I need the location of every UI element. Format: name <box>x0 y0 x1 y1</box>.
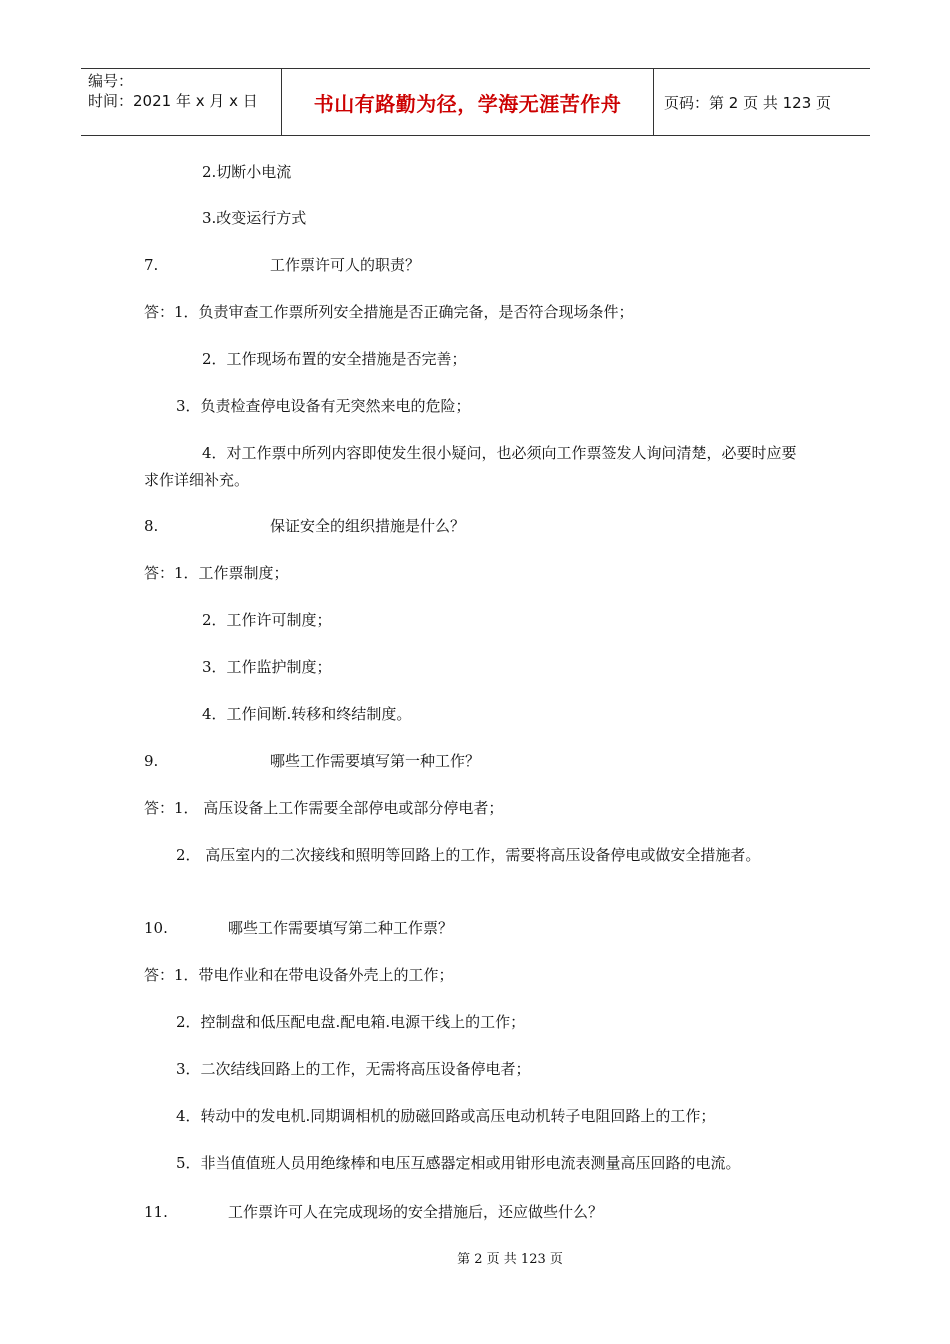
answer-line: 答：1． 高压设备上工作需要全部停电或部分停电者； <box>144 799 504 817</box>
answer-line: 2．工作现场布置的安全措施是否完善； <box>202 350 467 368</box>
question-number: 10. <box>144 919 168 937</box>
answer-paragraph: 2． 高压室内的二次接线和照明等回路上的工作，需要将高压设备停电或做安全措施者。 <box>176 846 761 864</box>
page-header <box>81 68 870 136</box>
body-line: 2.切断小电流 <box>202 163 292 181</box>
answer-paragraph: 4．对工作票中所列内容即使发生很小疑问，也必须向工作票签发人询问清楚，必要时应要求作详细补充。 <box>144 444 797 489</box>
question-number: 11. <box>144 1203 168 1221</box>
document-date-label: 时间：2021 年 x 月 x 日 <box>88 92 258 110</box>
answer-line: 3．负责检查停电设备有无突然来电的危险； <box>176 397 471 415</box>
answer-line: 4．转动中的发电机.同期调相机的励磁回路或高压电动机转子电阻回路上的工作； <box>176 1107 716 1125</box>
answer-line: 答：1．工作票制度； <box>144 564 289 582</box>
question-heading: 哪些工作需要填写第一种工作？ <box>270 752 481 770</box>
answer-line: 答：1．带电作业和在带电设备外壳上的工作； <box>144 966 454 984</box>
answer-line: 答：1．负责审查工作票所列安全措施是否正确完备，是否符合现场条件； <box>144 303 634 321</box>
answer-line: 4．工作间断.转移和终结制度。 <box>202 705 412 723</box>
question-heading: 工作票许可人的职责？ <box>270 256 421 274</box>
document-number-label: 编号： <box>88 72 134 90</box>
question-heading: 哪些工作需要填写第二种工作票？ <box>228 919 454 937</box>
question-number: 9. <box>144 752 159 770</box>
answer-line: 2．控制盘和低压配电盘.配电箱.电源干线上的工作； <box>176 1013 526 1031</box>
body-line: 3.改变运行方式 <box>202 209 307 227</box>
question-heading: 工作票许可人在完成现场的安全措施后，还应做些什么？ <box>228 1203 604 1221</box>
answer-line: 3．二次结线回路上的工作，无需将高压设备停电者； <box>176 1060 531 1078</box>
question-number: 8. <box>144 517 159 535</box>
page-footer: 第 2 页 共 123 页 <box>457 1252 563 1267</box>
question-heading: 保证安全的组织措施是什么？ <box>270 517 466 535</box>
question-number: 7. <box>144 256 159 274</box>
answer-line: 3．工作监护制度； <box>202 658 332 676</box>
answer-line: 2．工作许可制度； <box>202 611 332 629</box>
header-page-label: 页码：第 2 页 共 123 页 <box>664 93 832 112</box>
header-motto: 书山有路勤为径，学海无涯苦作舟 <box>281 69 654 135</box>
header-meta <box>81 69 281 135</box>
answer-line: 5．非当值值班人员用绝缘棒和电压互感器定相或用钳形电流表测量高压回路的电流。 <box>176 1154 741 1172</box>
